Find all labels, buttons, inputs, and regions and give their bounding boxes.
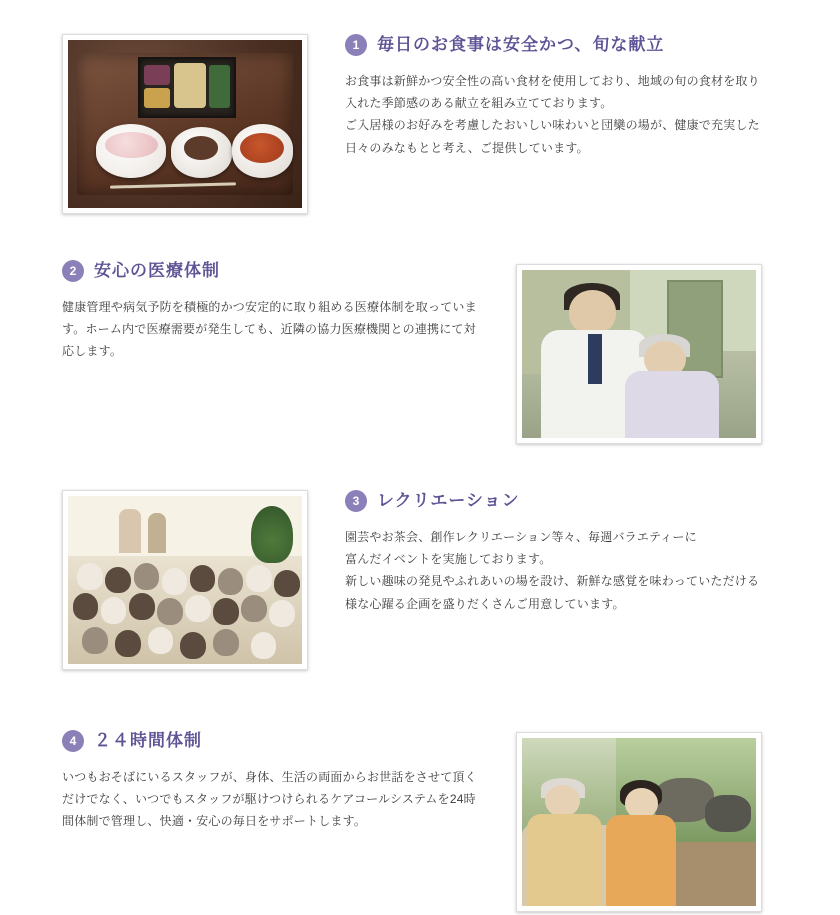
- medical-body: [62, 296, 492, 363]
- meal-photo: [62, 34, 308, 214]
- recreation-photo-artwork: [68, 496, 302, 664]
- body-line: 入れた季節感のある献立を組み立てております。: [345, 96, 613, 111]
- section-title: 毎日のお食事は安全かつ、旬な献立: [377, 34, 665, 54]
- section-number-badge: 1: [345, 34, 367, 56]
- body-line: 健康管理や病気予防を積極的かつ安定的に取り組める医療体制を取っていま: [62, 300, 477, 314]
- section-title: ２４時間体制: [94, 730, 202, 750]
- meal-text-column: [345, 34, 785, 159]
- section-number-badge: 4: [62, 730, 84, 752]
- recreation-text-column: [345, 490, 785, 615]
- meal-photo-artwork: [68, 40, 302, 208]
- body-line: 間体制で管理し、快適・安心の毎日をサポートします。: [62, 814, 367, 829]
- medical-text-column: [62, 260, 492, 363]
- body-line: ご入居様のお好みを考慮したおいしい味わいと団欒の場が、健康で充実した: [345, 118, 760, 133]
- body-line: 日々のみなもとと考え、ご提供しています。: [345, 140, 589, 155]
- medical-photo-artwork: [522, 270, 756, 438]
- support-body: [62, 766, 492, 833]
- body-line: 富んだイベントを実施しております。: [345, 552, 552, 567]
- body-line: だけでなく、いつでもスタッフが駆けつけられるケアコールシステムを24時: [62, 792, 476, 807]
- meal-heading: [345, 34, 785, 56]
- meal-body: [345, 70, 785, 159]
- support-heading: [62, 730, 492, 752]
- body-line: お食事は新鮮かつ安全性の高い食材を使用しており、地域の旬の食材を取り: [345, 74, 760, 88]
- section-title: レクリエーション: [377, 490, 520, 510]
- lounge-photo: [516, 732, 762, 912]
- section-number-badge: 2: [62, 260, 84, 282]
- medical-photo: [516, 264, 762, 444]
- recreation-heading: [345, 490, 785, 512]
- body-line: す。ホーム内で医療需要が発生しても、近隣の協力医療機関との連携にて対: [62, 322, 476, 337]
- recreation-photo: [62, 490, 308, 670]
- section-number-badge: 3: [345, 490, 367, 512]
- medical-heading: [62, 260, 492, 282]
- lounge-photo-artwork: [522, 738, 756, 906]
- body-line: 園芸やお茶会、創作レクリエーション等々、毎週バラエティーに: [345, 530, 697, 544]
- support-text-column: [62, 730, 492, 833]
- body-line: いつもおそばにいるスタッフが、身体、生活の両面からお世話をさせて頂く: [62, 770, 477, 784]
- body-line: 応します。: [62, 344, 123, 359]
- recreation-body: [345, 526, 785, 615]
- body-line: 様な心躍る企画を盛りだくさんご用意しています。: [345, 596, 625, 611]
- section-title: 安心の医療体制: [94, 260, 220, 280]
- body-line: 新しい趣味の発見やふれあいの場を設け、新鮮な感覚を味わっていただける: [345, 574, 760, 589]
